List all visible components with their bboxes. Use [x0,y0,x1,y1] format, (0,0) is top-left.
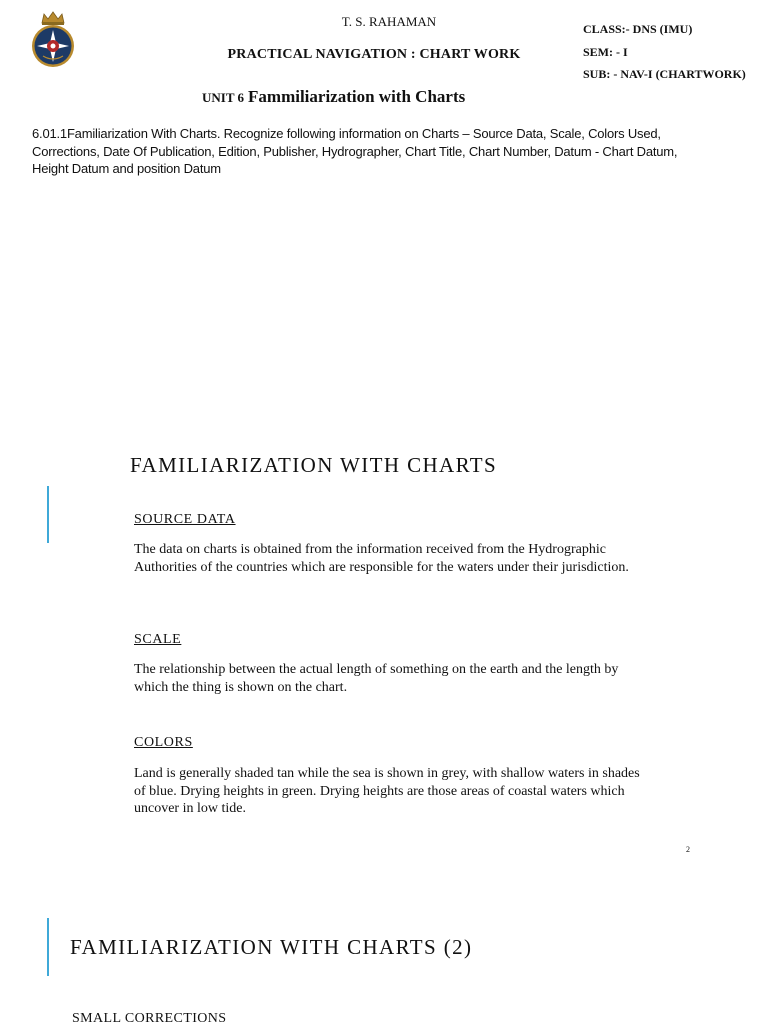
page-number: 2 [686,845,690,854]
class-line: CLASS:- DNS (IMU) [583,22,693,36]
slide1-accent-bar [47,486,49,543]
course-title: PRACTICAL NAVIGATION : CHART WORK [227,47,521,62]
section-heading-source-data: SOURCE DATA [134,512,236,527]
section-text-source-data: The data on charts is obtained from the information received from the Hydrographic Authorities of the countries which are responsible for the waters under their jurisdiction. [134,542,629,575]
sem-line: SEM: - I [583,44,628,59]
section-text-scale: The relationship between the actual length of something on the earth and the length by which the thing is shown on the chart. [134,662,619,695]
section-text-colors: Land is generally shaded tan while the sea is shown in grey, with shallow waters in shades of blue. Drying heights in green. Drying heights are those areas of coastal waters which uncover in low tide. [134,766,640,816]
course-meta [583,18,746,86]
slide1-title: FAMILIARIZATION WITH CHARTS [130,453,498,477]
unit-number: UNIT 6 [202,90,245,105]
section-heading-colors: COLORS [134,735,193,750]
section-heading-scale: SCALE [134,632,182,647]
section-heading-small-corrections: SMALL CORRECTIONS [72,1011,227,1026]
author-name: T. S. RAHAMAN [341,14,437,29]
sub-line: SUB: - NAV-I (CHARTWORK) [583,67,746,81]
unit-heading [202,87,465,107]
intro-paragraph: 6.01.1Familiarization With Charts. Recognize following information on Charts – Source Data, Scale, Colors Used, Corrections, Date Of Publication, Edition, Publisher, Hydrographer, Chart Title, Chart Number, Datum - Chart Datum, Height Datum and position Datum [32,126,678,176]
slide2-title: FAMILIARIZATION WITH CHARTS (2) [70,935,473,959]
slide2-accent-bar [47,918,49,976]
unit-title: Fammiliarization with Charts [248,87,466,106]
